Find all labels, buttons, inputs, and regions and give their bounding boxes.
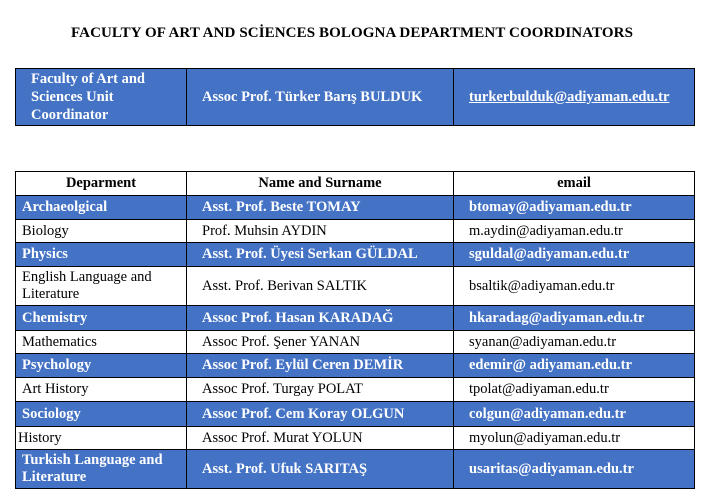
header-department: Deparment <box>16 172 187 196</box>
name-cell: Asst. Prof. Berivan SALTIK <box>187 267 454 306</box>
department-cell: Biology <box>16 220 187 243</box>
name-cell: Assoc Prof. Murat YOLUN <box>187 427 454 450</box>
unit-name: Assoc Prof. Türker Barış BULDUK <box>187 69 454 126</box>
name-cell: Assoc Prof. Cem Koray OLGUN <box>187 402 454 427</box>
department-cell: Mathematics <box>16 331 187 354</box>
name-cell: Asst. Prof. Ufuk SARITAŞ <box>187 450 454 489</box>
email-cell[interactable]: usaritas@adiyaman.edu.tr <box>454 450 695 489</box>
department-cell: History <box>16 427 187 450</box>
name-cell: Asst. Prof. Üyesi Serkan GÜLDAL <box>187 243 454 267</box>
department-cell: Art History <box>16 378 187 402</box>
table-row <box>16 331 695 354</box>
table-row <box>16 196 695 220</box>
email-cell[interactable]: tpolat@adiyaman.edu.tr <box>454 378 695 402</box>
name-cell: Assoc Prof. Turgay POLAT <box>187 378 454 402</box>
email-cell[interactable]: myolun@adiyaman.edu.tr <box>454 427 695 450</box>
department-cell: Physics <box>16 243 187 267</box>
table-row <box>16 378 695 402</box>
table-row <box>16 354 695 378</box>
unit-role: Faculty of Art and Sciences Unit Coordinator <box>16 69 187 126</box>
name-cell: Asst. Prof. Beste TOMAY <box>187 196 454 220</box>
table-row <box>16 450 695 489</box>
email-cell[interactable]: edemir@ adiyaman.edu.tr <box>454 354 695 378</box>
department-cell: English Language and Literature <box>16 267 187 306</box>
table-header-row <box>16 172 695 196</box>
department-cell: Sociology <box>16 402 187 427</box>
email-cell[interactable]: syanan@adiyaman.edu.tr <box>454 331 695 354</box>
department-coordinators-table <box>15 171 695 489</box>
name-cell: Prof. Muhsin AYDIN <box>187 220 454 243</box>
email-cell[interactable]: btomay@adiyaman.edu.tr <box>454 196 695 220</box>
unit-coordinator-table <box>15 68 695 126</box>
name-cell: Assoc Prof. Hasan KARADAĞ <box>187 306 454 331</box>
table-row <box>16 402 695 427</box>
email-cell[interactable]: colgun@adiyaman.edu.tr <box>454 402 695 427</box>
email-cell[interactable]: sguldal@adiyaman.edu.tr <box>454 243 695 267</box>
department-cell: Psychology <box>16 354 187 378</box>
table-row <box>16 427 695 450</box>
name-cell: Assoc Prof. Şener YANAN <box>187 331 454 354</box>
name-cell: Assoc Prof. Eylül Ceren DEMİR <box>187 354 454 378</box>
email-cell[interactable]: hkaradag@adiyaman.edu.tr <box>454 306 695 331</box>
unit-coordinator-row <box>16 69 695 126</box>
header-name: Name and Surname <box>187 172 454 196</box>
department-cell: Chemistry <box>16 306 187 331</box>
unit-email-link[interactable]: turkerbulduk@adiyaman.edu.tr <box>454 69 695 126</box>
page-title: FACULTY OF ART AND SCİENCES BOLOGNA DEPARTMENT COORDINATORS <box>70 25 634 41</box>
department-cell: Archaeolgical <box>16 196 187 220</box>
table-row <box>16 220 695 243</box>
table-row <box>16 267 695 306</box>
table-row <box>16 243 695 267</box>
header-email: email <box>454 172 695 196</box>
email-cell[interactable]: m.aydin@adiyaman.edu.tr <box>454 220 695 243</box>
department-cell: Turkish Language and Literature <box>16 450 187 489</box>
email-cell[interactable]: bsaltik@adiyaman.edu.tr <box>454 267 695 306</box>
table-row <box>16 306 695 331</box>
